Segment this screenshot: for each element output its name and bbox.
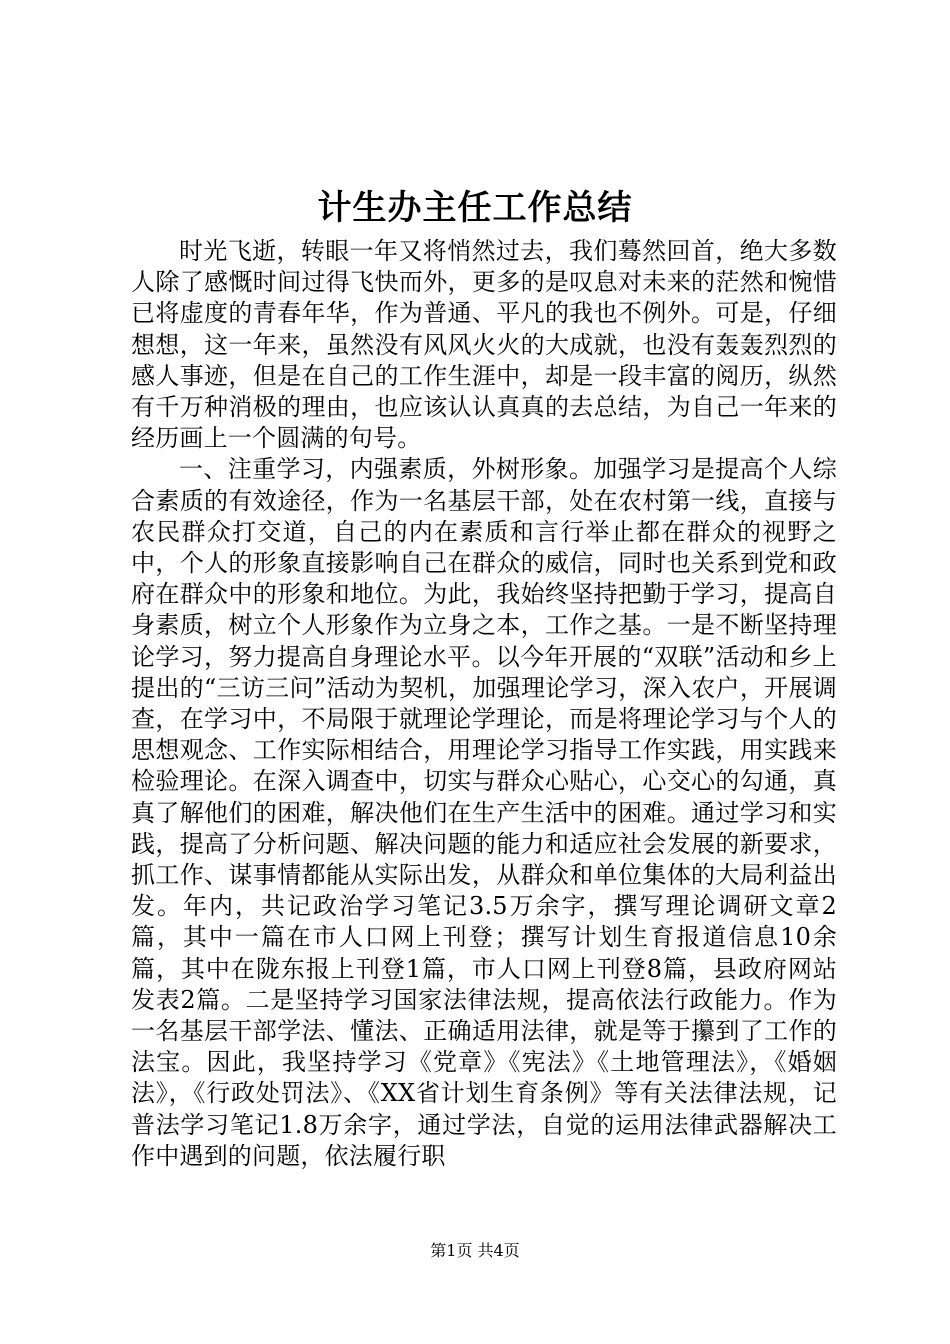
page-number-footer: 第1页 共4页 (430, 1241, 520, 1260)
document-title: 计生办主任工作总结 (317, 188, 633, 228)
paragraph-section-1: 一、注重学习，内强素质，外树形象。加强学习是提高个人综合素质的有效途径，作为一名基层干部，处在农村第一线，直接与农民群众打交道，自己的内在素质和言行举止都在群众的视野之中，个人的形象直接影响自己在群众的威信，同时也关系到党和政府在群众中的形象和地位。为此，我始终坚持把勤于学习，提高自身素质，树立个人形象作为立身之本，工作之基。一是不断坚持理论学习，努力提高自身理论水平。以今年开展的“双联”活动和乡上提出的“三访三问”活动为契机，加强理论学习，深入农户，开展调查，在学习中，不局限于就理论学理论，而是将理论学习与个人的思想观念、工作实际相结合，用理论学习指导工作实践，用实践来检验理论。在深入调查中，切实与群众心贴心，心交心的勾通，真真了解他们的困难，解决他们在生产生活中的困难。通过学习和实践，提高了分析问题、解决问题的能力和适应社会发展的新要求，抓工作、谋事情都能从实际出发，从群众和单位集体的大局利益出发。年内，共记政治学习笔记3.5万余字，撰写理论调研文章2篇，其中一篇在市人口网上刊登；撰写计划生育报道信息10余篇，其中在陇东报上刊登1篇，市人口网上刊登8篇，县政府网站发表2篇。二是坚持学习国家法律法规，提高依法行政能力。作为一名基层干部学法、懂法、正确适用法律，就是等于攥到了工作的法宝。因此，我坚持学习《党章》《宪法》《土地管理法》，《婚姻法》，《行政处罚法》、《XX省计划生育条例》等有关法律法规，记普法学习笔记1.8万余字，通过学法，自觉的运用法律武器解决工作中遇到的问题，依法履行职 (131, 455, 837, 1170)
paragraph-intro: 时光飞逝，转眼一年又将悄然过去，我们蓦然回首，绝大多数人除了感慨时间过得飞快而外，更多的是叹息对未来的茫然和惋惜已将虚度的青春年华，作为普通、平凡的我也不例外。可是，仔细想想，这一年来，虽然没有风风火火的大成就，也没有轰轰烈烈的感人事迹，但是在自己的工作生涯中，却是一段丰富的阅历，纵然有千万种消极的理由，也应该认认真真的去总结，为自己一年来的经历画上一个圆满的句号。 (131, 237, 837, 453)
document-body (131, 236, 837, 1172)
